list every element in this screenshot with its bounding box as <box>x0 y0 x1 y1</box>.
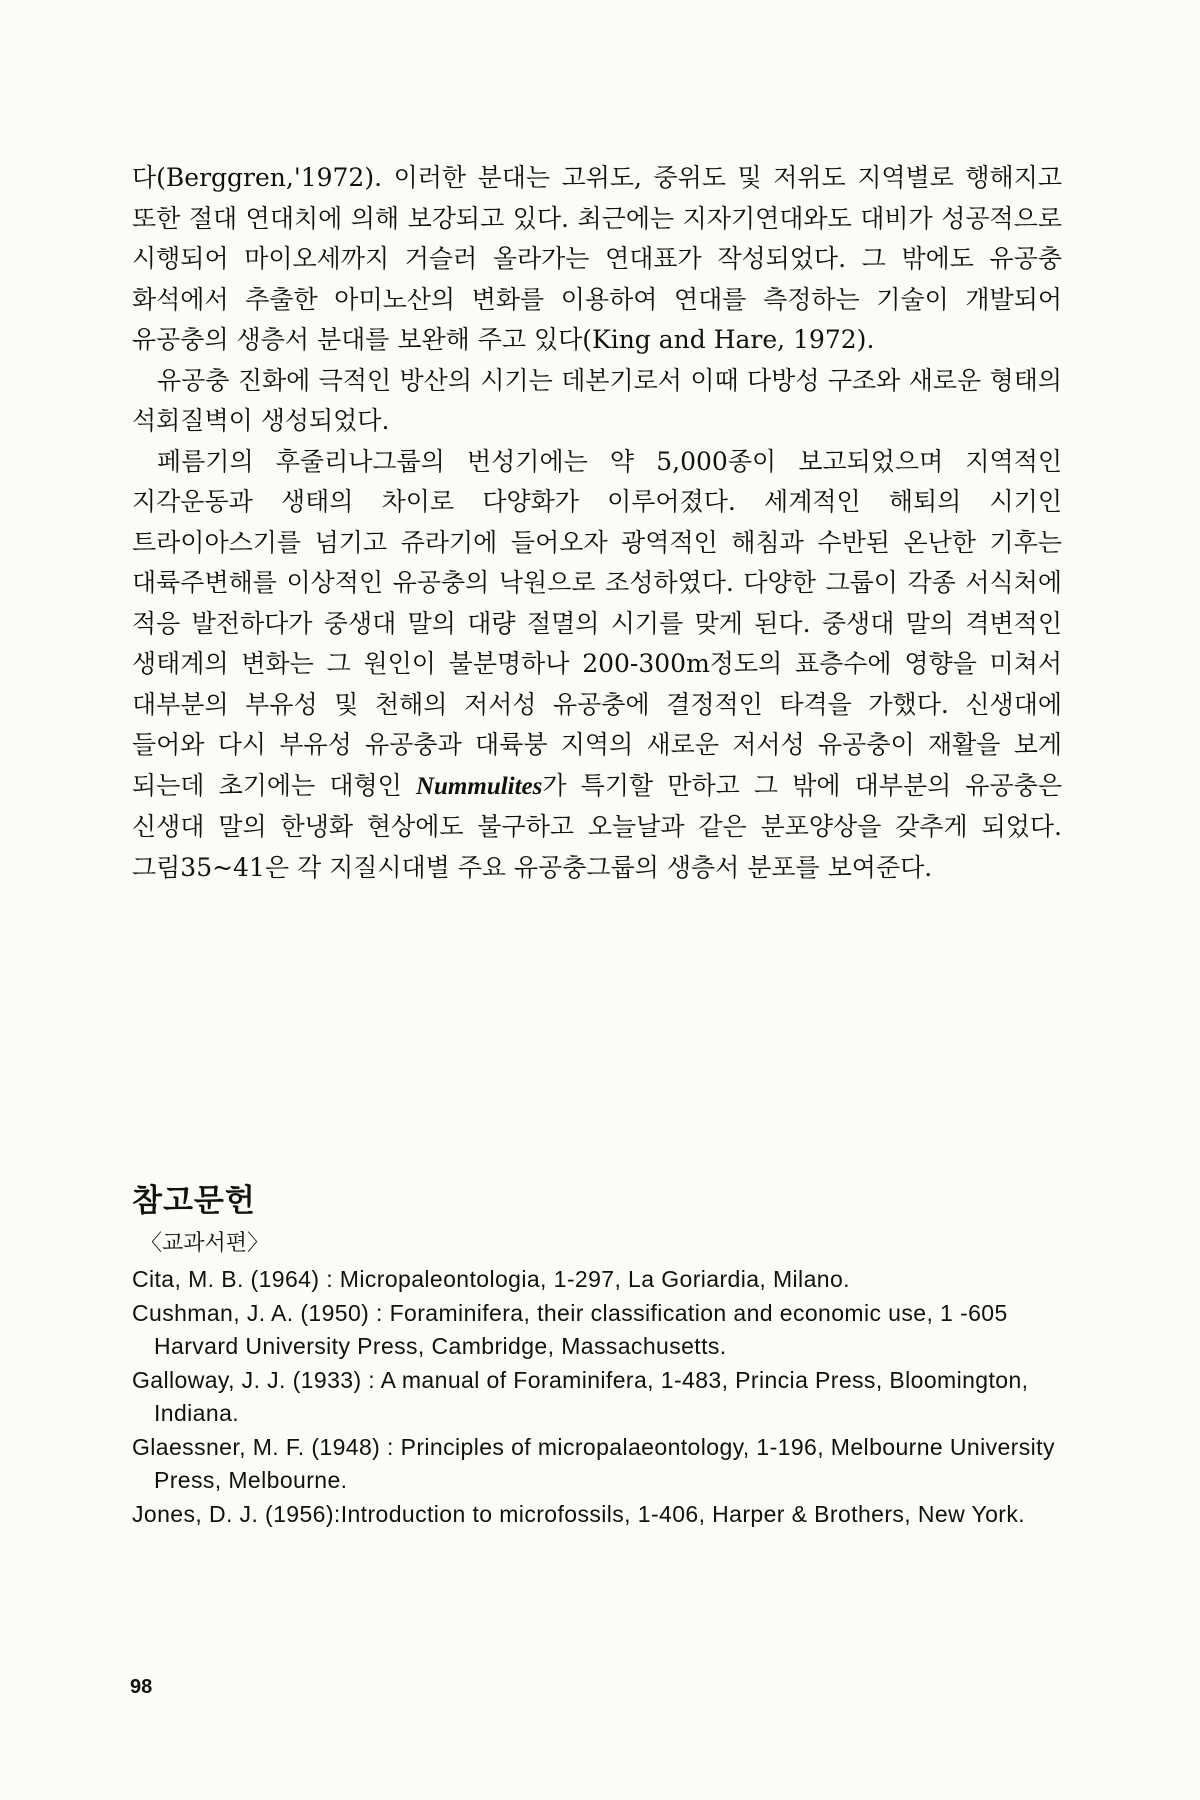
reference-item: Cita, M. B. (1964) : Micropaleontologia, 1-297, La Goriardia, Milano. <box>132 1266 850 1292</box>
paragraph-3 <box>132 442 1062 889</box>
references-subheading: 〈교과서편〉 <box>140 1231 270 1256</box>
body-text <box>132 158 1062 888</box>
page-number: 98 <box>130 1676 153 1698</box>
references-list <box>132 1263 1062 1531</box>
references-heading: 참고문헌 <box>132 1183 256 1219</box>
reference-item: Glaessner, M. F. (1948) : Principles of micropalaeontology, 1-196, Melbourne University Press, Melbourne. <box>132 1433 1055 1493</box>
reference-item: Cushman, J. A. (1950) : Foraminifera, their classification and economic use, 1 -605 Harvard University Press, Cambridge, Massachusetts. <box>132 1299 1008 1359</box>
reference-item: Galloway, J. J. (1933) : A manual of Foraminifera, 1-483, Princia Press, Bloomington, Indiana. <box>132 1366 1029 1426</box>
paragraph-3-text-end: 가 특기할 만하고 그 밖에 대부분의 유공충은 신생대 말의 한냉화 현상에도 불구하고 오늘날과 같은 분포양상을 갖추게 되었다. 그림35~41은 각 지질시대별 주요 유공충그룹의 생층서 분포를 보여준다. <box>132 770 1063 882</box>
paragraph-1: 다(Berggren,'1972). 이러한 분대는 고위도, 중위도 및 저위도 지역별로 행해지고 또한 절대 연대치에 의해 보강되고 있다. 최근에는 지자기연대와도 대비가 성공적으로 시행되어 마이오세까지 거슬러 올라가는 연대표가 작성되었다. 그 밖에도 유공충 화석에서 추출한 아미노산의 변화를 이용하여 연대를 측정하는 기술이 개발되어 유공충의 생층서 분대를 보완해 주고 있다(King and Hare, 1972). <box>132 163 1062 354</box>
taxon-name-italic: Nummulites <box>415 772 543 800</box>
reference-item: Jones, D. J. (1956):Introduction to microfossils, 1-406, Harper & Brothers, New York. <box>132 1500 1026 1527</box>
paragraph-3-text-start: 페름기의 후줄리나그룹의 번성기에는 약 5,000종이 보고되었으며 지역적인 지각운동과 생태의 차이로 다양화가 이루어졌다. 세계적인 해퇴의 시기인 트라이아스기를 넘기고 쥬라기에 들어오자 광역적인 해침과 수반된 온난한 기후는 대륙주변해를 이상적인 유공충의 낙원으로 조성하였다. 다양한 그룹이 각종 서식처에 적응 발전하다가 중생대 말의 대량 절멸의 시기를 맞게 된다. 중생대 말의 격변적인 생태계의 변화는 그 원인이 불분명하나 200-300m정도의 표층수에 영향을 미쳐서 대부분의 부유성 및 천해의 저서성 유공충에 결정적인 타격을 가했다. 신생대에 들어와 다시 부유성 유공충과 대륙붕 지역의 새로운 저서성 유공충이 재활을 보게 되는데 초기에는 대형인 <box>132 446 1062 800</box>
paragraph-2: 유공충 진화에 극적인 방산의 시기는 데본기로서 이때 다방성 구조와 새로운 형태의 석회질벽이 생성되었다. <box>132 365 1062 435</box>
